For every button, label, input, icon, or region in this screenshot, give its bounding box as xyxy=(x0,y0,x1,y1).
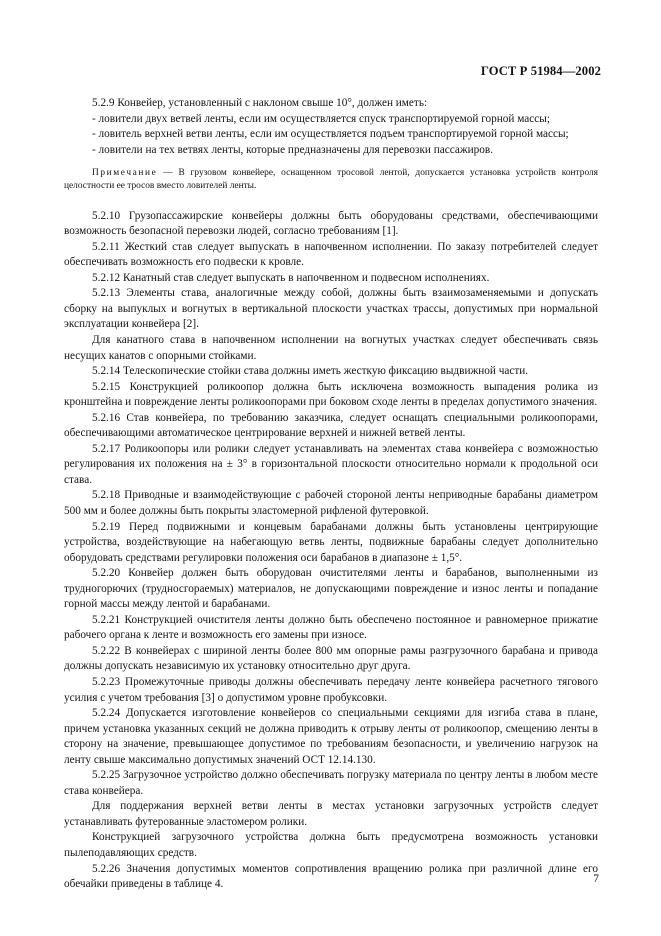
note-label: Примечание xyxy=(92,168,158,179)
paragraph-5-2-19: 5.2.19 Перед подвижными и концевым барабанами должны быть установлены центрирующие устройства, воздействующие на набегающую ветвь ленты, подвижные барабаны следует дополнительно оборудовать средствами регулировки положения оси барабанов в диапазоне ± 1,5°. xyxy=(64,520,598,564)
paragraph-5-2-26: 5.2.26 Значения допустимых моментов сопротивления вращению ролика при различной длине его обечайки приведены в таблице 4. xyxy=(64,862,598,891)
document-id-header: ГОСТ Р 51984—2002 xyxy=(480,64,601,78)
note xyxy=(64,167,598,193)
paragraph-rope-stav: Для канатного става в напочвенном исполнении на вогнутых участках следует обеспечивать связь несущих канатов с опорными стойками. xyxy=(64,333,598,362)
document-body xyxy=(64,96,598,893)
paragraph-loading-design: Конструкцией загрузочного устройства должна быть предусмотрена возможность установки пылеподавляющих средств. xyxy=(64,831,598,860)
paragraph-5-2-10: 5.2.10 Грузопассажирские конвейеры должны быть оборудованы средствами, обеспечивающими возможность безопасной перевозки людей, согласно требованиям [1]. xyxy=(64,209,598,238)
paragraph-5-2-9: 5.2.9 Конвейер, установленный с наклоном свыше 10°, должен иметь: xyxy=(92,97,428,109)
paragraph-loading-support: Для поддержания верхней ветви ленты в местах установки загрузочных устройств следует устанавливать футерованные эластомером ролики. xyxy=(64,800,598,828)
paragraph-5-2-14: 5.2.14 Телескопические стойки става должны иметь жесткую фиксацию выдвижной части. xyxy=(92,365,529,378)
paragraph-5-2-13: 5.2.13 Элементы става, аналогичные между собой, должны быть взаимозаменяемыми и допускать сборку на выпуклых и вогнутых в вертикальной плоскости участках трассы, допустимых при нормальной эксплуатации конвейера [2]. xyxy=(64,287,598,331)
paragraph-5-2-11: 5.2.11 Жесткий став следует выпускать в напочвенном исполнении. По заказу потребителей следует обеспечивать возможность его подвески к кровле. xyxy=(64,240,598,269)
paragraph-5-2-18: 5.2.18 Приводные и взаимодействующие с рабочей стороной ленты неприводные барабаны диаметром 500 мм и более должны быть покрыты эластомерной рифленой футеровкой. xyxy=(64,489,598,517)
paragraph-5-2-17: 5.2.17 Роликоопоры или ролики следует устанавливать на элементах става конвейера с возможностью регулирования их положения на ± 3° в горизонтальной плоскости относительно нормали к продольной оси става. xyxy=(64,442,598,486)
paragraph-5-2-20: 5.2.20 Конвейер должен быть оборудован очистителями ленты и барабанов, выполненными из трудногорючих (трудносгораемых) материалов, не допускающими повреждение и износ ленты и попадание горной массы между лентой и барабанами. xyxy=(64,567,598,611)
list-item: - ловитель верхней ветви ленты, если им осуществляется подъем транспортируемой горной массы; xyxy=(92,128,569,141)
paragraph-5-2-24: 5.2.24 Допускается изготовление конвейеров со специальными секциями для изгиба става в плане, причем установка указанных секций не должна приводить к отрыву ленты от роликоопор, смещению ленты в сторону на значение, превышающее допустимое по требованиям безопасности, и увеличению нагрузок на ленту свыше максимально допустимых значений ОСТ 12.14.130. xyxy=(64,707,598,766)
paragraph-5-2-22: 5.2.22 В конвейерах с шириной ленты более 800 мм опорные рамы разгрузочного барабана и привода должны допускать независимую их установку относительно друг друга. xyxy=(64,644,598,673)
paragraph-5-2-16: 5.2.16 Став конвейера, по требованию заказчика, следует оснащать специальными роликоопорами, обеспечивающими автоматическое центрирование верхней и нижней ветвей ленты. xyxy=(64,411,598,440)
paragraph-5-2-12: 5.2.12 Канатный став следует выпускать в напочвенном и подвесном исполнениях. xyxy=(92,271,490,284)
list-item: - ловители двух ветвей ленты, если им осуществляется спуск транспортируемой горной массы; xyxy=(92,112,550,125)
paragraph-5-2-25: 5.2.25 Загрузочное устройство должно обеспечивать погрузку материала по центру ленты в любом месте става конвейера. xyxy=(64,769,598,797)
note-text: — В грузовом конвейере, оснащенном тросовой лентой, допускается установка устройств контроля целостности ее тросов вместо ловителей ленты. xyxy=(64,168,598,192)
page-number: 7 xyxy=(593,873,599,885)
paragraph-5-2-15: 5.2.15 Конструкцией роликоопор должна быть исключена возможность выпадения ролика из кронштейна и повреждение ленты роликоопорами при боковом сходе ленты в пределах допустимого значения. xyxy=(64,380,598,409)
paragraph-5-2-23: 5.2.23 Промежуточные приводы должны обеспечивать передачу ленте конвейера расчетного тягового усилия с учетом требования [3] о допустимом уровне пробуксовки. xyxy=(64,676,598,704)
list-item: - ловители на тех ветвях ленты, которые предназначены для перевозки пассажиров. xyxy=(92,143,494,156)
paragraph-5-2-21: 5.2.21 Конструкцией очистителя ленты должно быть обеспечено постоянное и равномерное прижатие рабочего органа к ленте и возможность его замены при износе. xyxy=(64,613,598,642)
